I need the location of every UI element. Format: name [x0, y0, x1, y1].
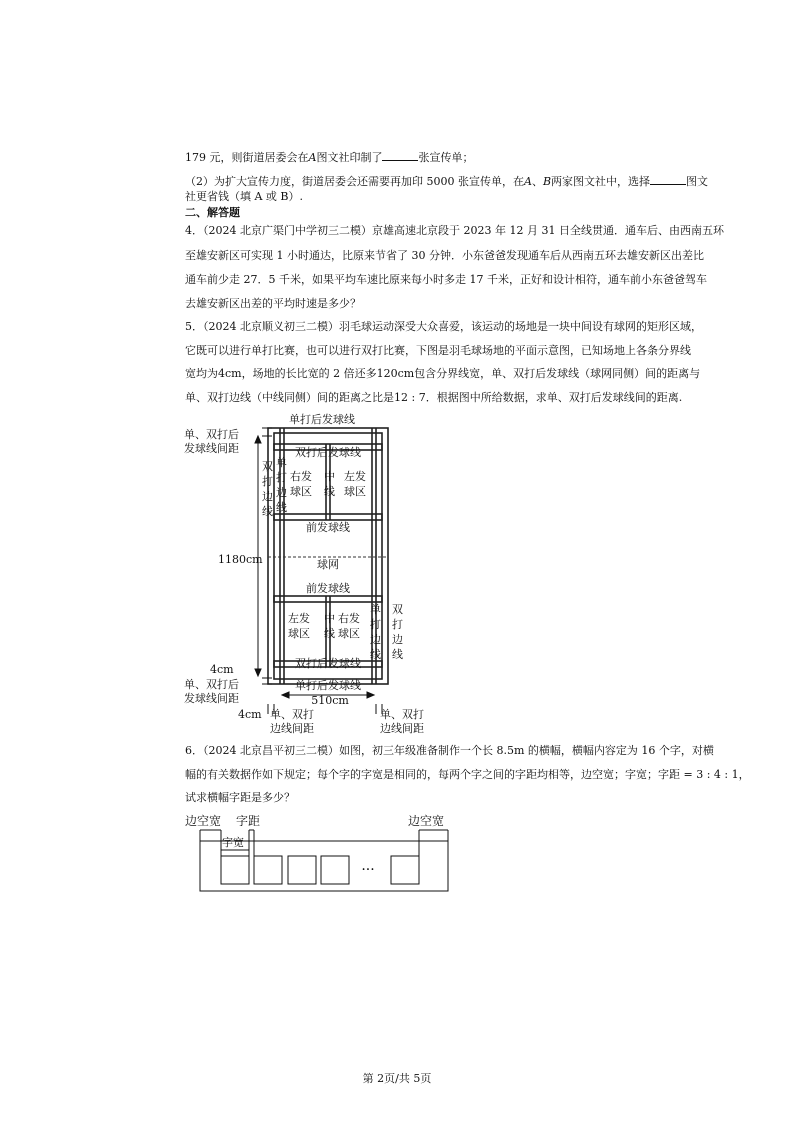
label-right-margin: 边空宽 — [408, 814, 445, 828]
q3-text: 张宣传单； — [418, 151, 474, 164]
section-heading: 二、解答题 — [185, 206, 240, 219]
label-left-service-top: 左发球区 — [344, 470, 366, 498]
label-double-side-right: 双打边线 — [392, 603, 403, 661]
label-line-width-2: 4cm — [238, 708, 262, 721]
label-double-back-service-bottom: 双打后发球线 — [295, 657, 361, 670]
q6-line: 试求横幅字距是多少？ — [185, 791, 295, 804]
label-side-gap-left-1: 单、双打 — [270, 708, 314, 721]
label-gap-top-1: 单、双打后 — [184, 428, 239, 441]
q3-text: 、 — [531, 175, 543, 188]
q5-line: 它既可以进行单打比赛，也可以进行双打比赛，下图是羽毛球场地的平面示意图，已知场地上各条分界线 — [185, 344, 691, 357]
ellipsis: ··· — [361, 862, 375, 878]
label-single-side-left: 单打边线 — [276, 456, 287, 514]
label-net: 球网 — [317, 558, 339, 571]
label-width: 510cm — [311, 694, 349, 707]
label-side-gap-right-2: 边线间距 — [380, 722, 424, 735]
label-left-service-bottom: 左发球区 — [288, 612, 310, 640]
label-front-service-top: 前发球线 — [306, 521, 350, 534]
answer-blank[interactable] — [382, 150, 418, 161]
label-single-side-right: 单打边线 — [370, 603, 381, 661]
char-box — [391, 856, 419, 884]
front-service-line-top — [274, 514, 382, 520]
q3-var-b: B — [542, 175, 552, 188]
label-gap-bottom-1: 单、双打后 — [184, 678, 239, 691]
label-single-back-service-top: 单打后发球线 — [289, 413, 355, 426]
label-left-margin: 边空宽 — [185, 814, 222, 828]
q6-line: 幅的有关数据作如下规定；每个字的字宽是相同的，每两个字之间的字距均相等，边空宽；字宽；字距 = 3 : 4 : 1， — [185, 768, 750, 781]
q3-line1 — [185, 150, 615, 165]
char-box — [288, 856, 316, 884]
label-right-service-bottom: 右发球区 — [338, 612, 360, 640]
badminton-court-diagram — [180, 408, 450, 738]
label-double-side-left: 双打边线 — [262, 460, 273, 518]
label-center-top: 中线 — [324, 470, 335, 498]
q5-line: 单、双打边线（中线同侧）间的距离之比是12 : 7．根据图中所给数据，求单、双打后发球线间的距离. — [185, 391, 683, 404]
label-front-service-bottom: 前发球线 — [306, 582, 350, 595]
label-gap-top-2: 发球线间距 — [184, 442, 239, 455]
q3-text: 图文 — [686, 175, 709, 188]
q4-line: 去雄安新区出差的平均时速是多少？ — [185, 297, 361, 310]
q3-part2-line2: 社更省钱（填 A 或 B）. — [185, 190, 304, 203]
q5-line: 宽均为4cm，场地的长比宽的 2 倍还多120cm包含分界线宽，单、双打后发球线（球网同侧）间的距离与 — [185, 367, 701, 380]
q4-line: 4．（2024 北京广渠门中学初三二模）京雄高速北京段于 2023 年 12 月 31 日全线贯通．通车后、由西南五环 — [185, 224, 724, 237]
char-box — [254, 856, 282, 884]
q3-var-a: A — [523, 175, 532, 188]
q4-line: 通车前少走 27．5 千米，如果平均车速比原来每小时多走 17 千米，正好和设计相符，通车前小东爸爸驾车 — [185, 273, 707, 286]
char-box — [221, 856, 249, 884]
q6-line: 6．（2024 北京昌平初三二模）如图，初三年级准备制作一个长 8.5m 的横幅，横幅内容定为 16 个字，对横 — [185, 744, 714, 757]
label-right-service-top: 右发球区 — [290, 470, 312, 498]
label-char-width: 字宽 — [222, 836, 244, 849]
banner-diagram — [180, 810, 460, 900]
label-side-gap-right-1: 单、双打 — [380, 708, 424, 721]
label-line-width-1: 4cm — [210, 663, 234, 676]
label-gap-bottom-2: 发球线间距 — [184, 692, 239, 705]
label-spacing: 字距 — [236, 814, 261, 828]
label-side-gap-left-2: 边线间距 — [270, 722, 314, 735]
page-footer: 第 2页/共 5页 — [362, 1072, 432, 1085]
label-center-bottom: 中线 — [324, 612, 335, 640]
q3-text: 两家图文社中，选择 — [551, 175, 651, 188]
label-double-back-service-top: 双打后发球线 — [295, 446, 361, 459]
q3-text: 179 元，则街道居委会在 — [185, 151, 309, 164]
char-box — [321, 856, 349, 884]
answer-blank[interactable] — [650, 174, 686, 185]
q3-part2 — [185, 174, 709, 189]
q4-line: 至雄安新区可实现 1 小时通达，比原来节省了 30 分钟．小东爸爸发现通车后从西南五环去雄安新区出差比 — [185, 249, 704, 262]
front-service-line-bottom — [274, 596, 382, 602]
q3-var-a: A — [308, 151, 317, 164]
label-length: 1180cm — [218, 553, 263, 566]
label-single-back-service-bottom: 单打后发球线 — [295, 679, 361, 692]
q3-text: （2）为扩大宣传力度，街道居委会还需要再加印 5000 张宣传单，在 — [185, 175, 524, 188]
q5-line: 5．（2024 北京顺义初三二模）羽毛球运动深受大众喜爱，该运动的场地是一块中间设有球网的矩形区域， — [185, 320, 702, 333]
q3-text: 图文社印制了 — [316, 151, 383, 164]
